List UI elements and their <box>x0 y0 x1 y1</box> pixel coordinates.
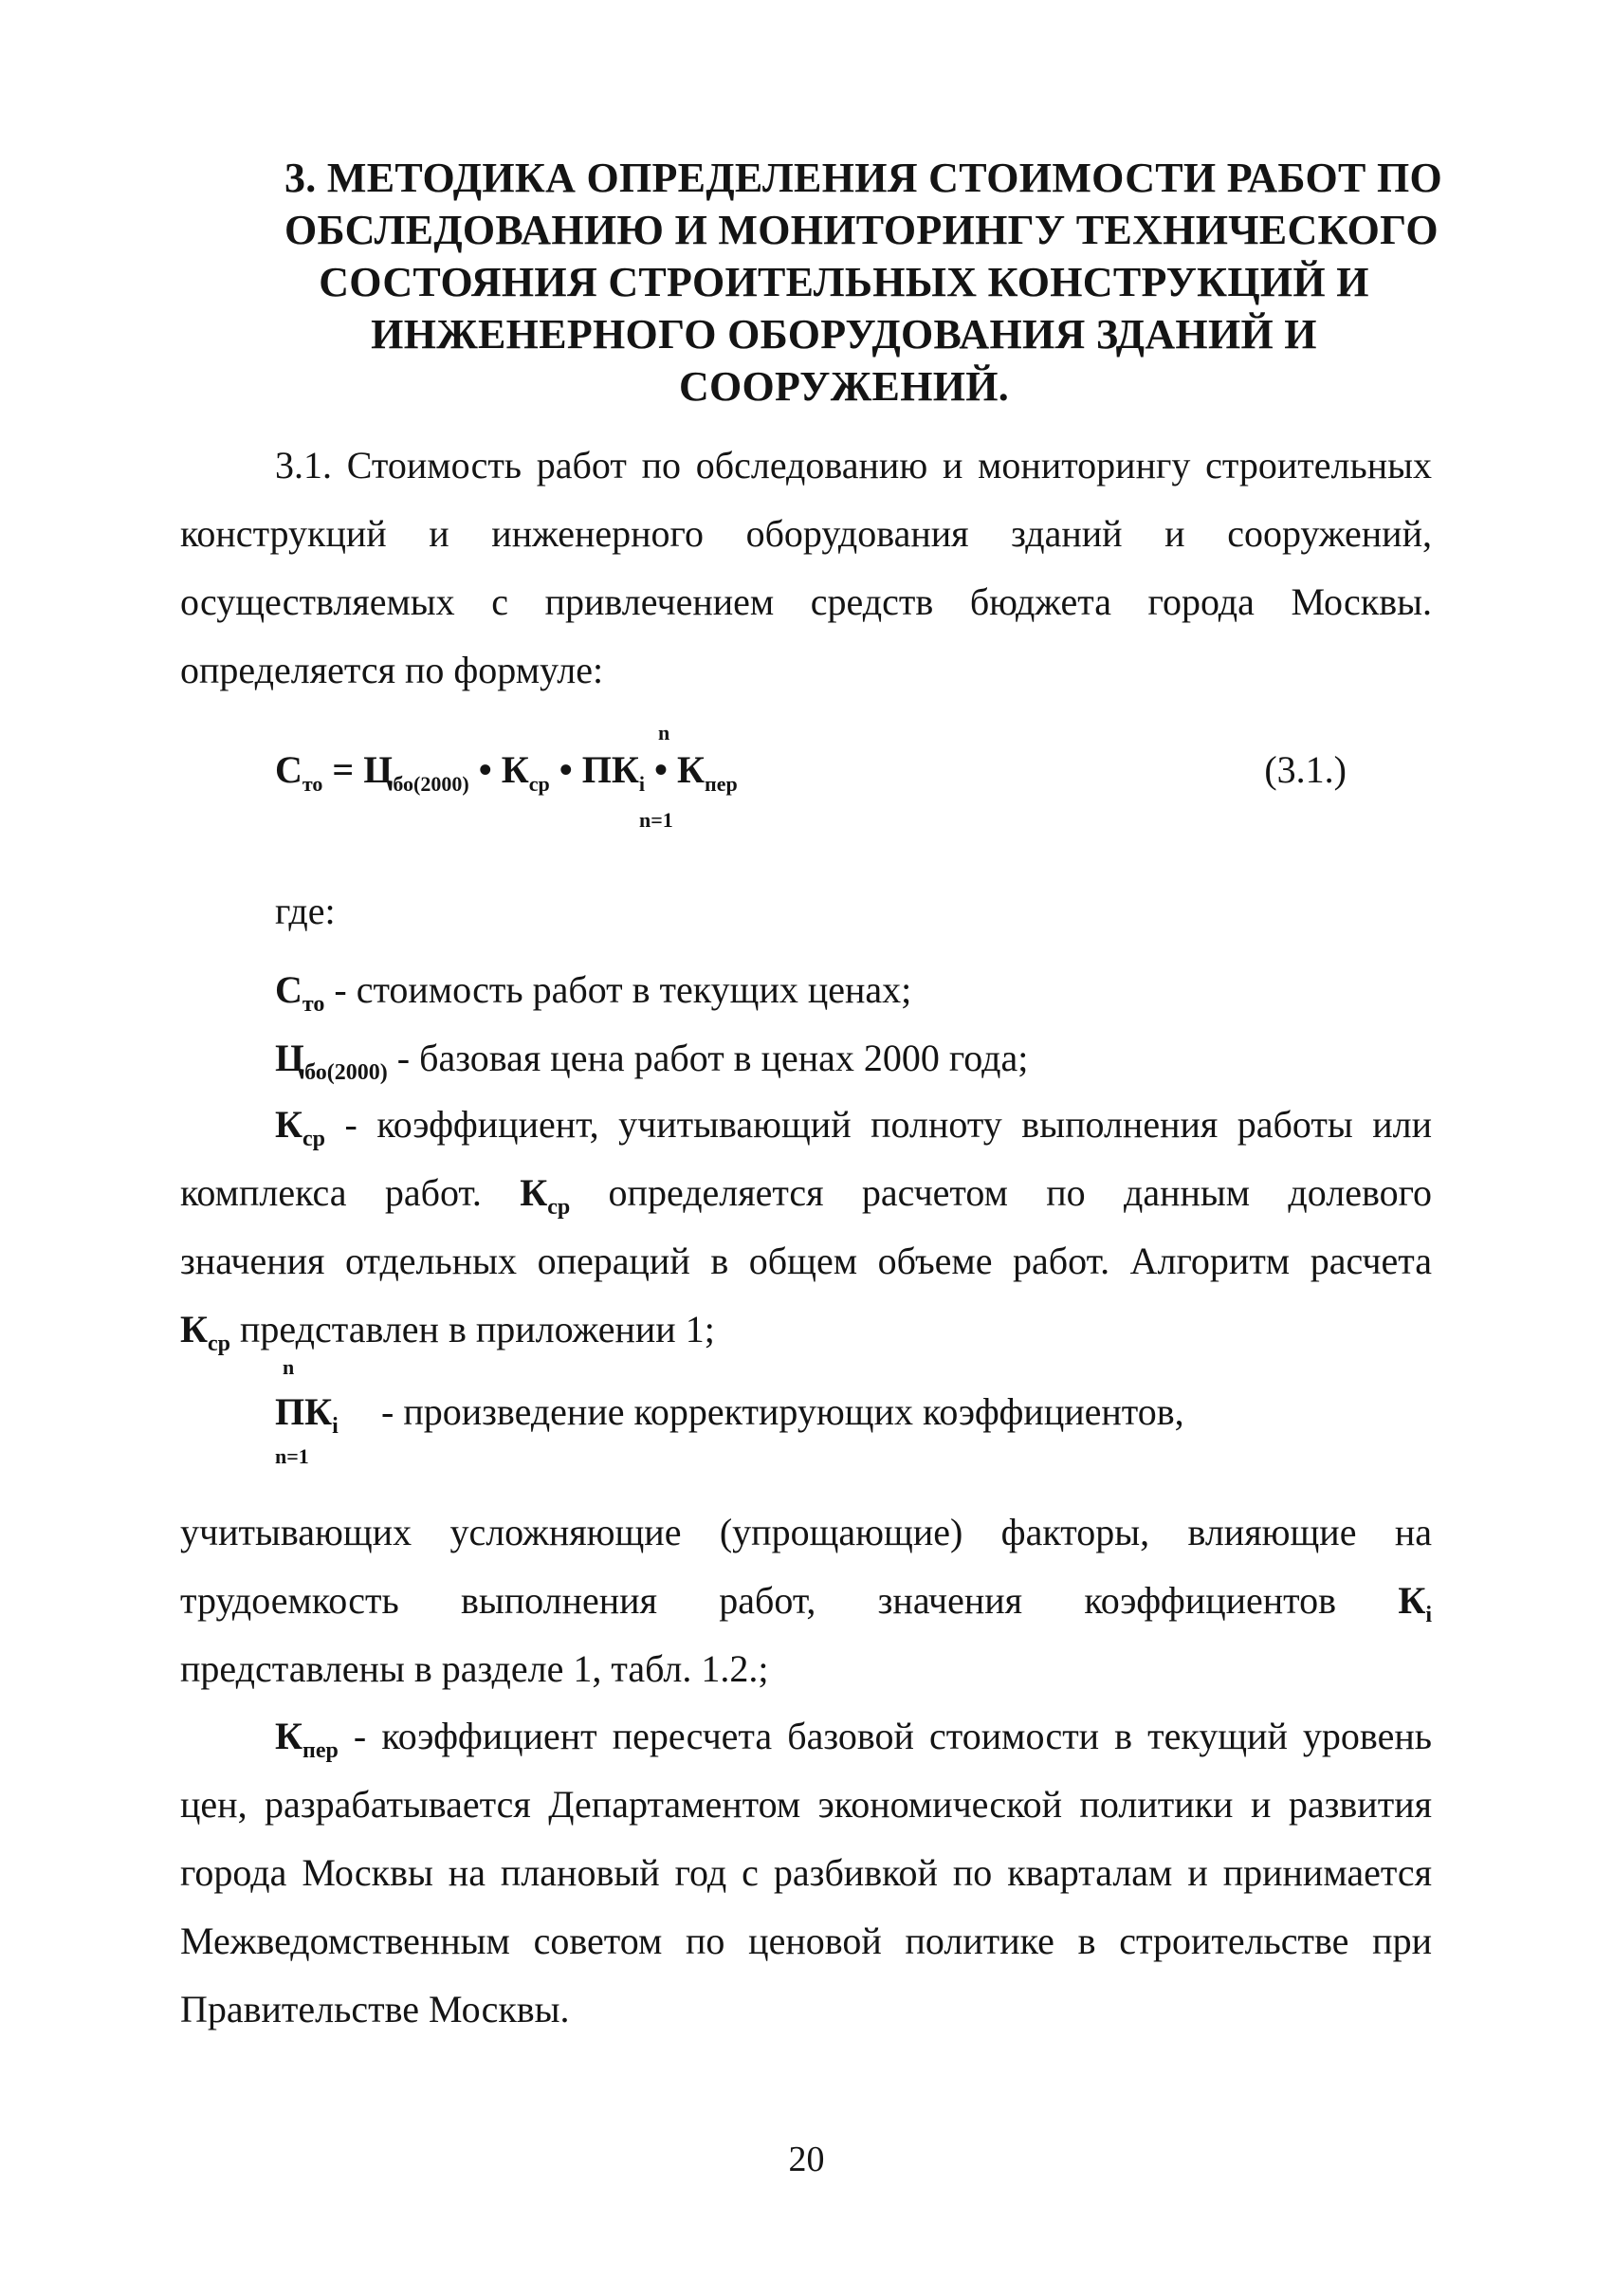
product-lower-limit: n=1 <box>639 808 673 832</box>
paragraph-line: комплекса работ. $К_{ср}$ определяется расчетом по данным долевого <box>180 1171 1432 1220</box>
paragraph-line: города Москвы на плановый год с разбивкой по кварталам и принимается <box>180 1851 1432 1894</box>
product-upper-limit: n <box>283 1355 295 1379</box>
product-upper-limit: n <box>658 721 670 744</box>
paragraph-line: представлены в разделе 1, табл. 1.2.; <box>180 1647 769 1690</box>
paragraph-line: учитывающих усложняющие (упрощающие) факторы, влияющие на <box>180 1511 1432 1553</box>
definition-ksr <box>180 1091 1432 1364</box>
formula-3-1 <box>275 721 1347 844</box>
paragraph-line: трудоемкость выполнения работ, значения коэффициентов $К_i$ <box>180 1579 1432 1627</box>
definition-pk <box>275 1351 1318 1484</box>
page-number: 20 <box>788 2140 825 2179</box>
paragraph-line: 3.1. Стоимость работ по обследованию и мониторингу строительных <box>275 444 1432 487</box>
definition-cto: $С_{то}$ - стоимость работ в текущих ценах; <box>275 968 912 1017</box>
paragraph-line: $К_{пер}$ - коэффициент пересчета базовой стоимости в текущий уровень <box>275 1715 1432 1763</box>
formula-number: (3.1.) <box>1264 748 1347 791</box>
product-symbol: $ПК_i$ <box>275 1390 339 1439</box>
heading-line: СОСТОЯНИЯ СТРОИТЕЛЬНЫХ КОНСТРУКЦИЙ И <box>319 259 1369 305</box>
paragraph-line: Межведомственным советом по ценовой политике в строительстве при <box>180 1919 1432 1962</box>
paragraph-line: $К_{ср}$ - коэффициент, учитывающий полноту выполнения работы или <box>275 1103 1432 1151</box>
product-lower-limit: n=1 <box>275 1444 309 1468</box>
heading-line: ОБСЛЕДОВАНИЮ И МОНИТОРИНГУ ТЕХНИЧЕСКОГО <box>284 207 1439 253</box>
definition-pk-continued <box>180 1498 1432 1703</box>
definition-text: - произведение корректирующих коэффициентов, <box>381 1390 1184 1433</box>
intro-paragraph <box>180 432 1432 705</box>
definition-kper <box>180 1702 1432 2044</box>
paragraph-line: значения отдельных операций в общем объеме работ. Алгоритм расчета <box>180 1240 1432 1282</box>
section-heading <box>284 152 1442 413</box>
where-label: где: <box>275 890 336 932</box>
heading-line: ИНЖЕНЕРНОГО ОБОРУДОВАНИЯ ЗДАНИЙ И <box>371 311 1317 358</box>
formula-expression: $С_{то} = Ц_{бо(2000)}$ • $К_{ср}$ • $ПК_i$ • $К_{пер}$ <box>275 748 738 796</box>
definition-tsbo: $Ц_{бо(2000)}$ - базовая цена работ в ценах 2000 года; <box>275 1037 1029 1085</box>
heading-line: 3. МЕТОДИКА ОПРЕДЕЛЕНИЯ СТОИМОСТИ РАБОТ ПО <box>284 155 1442 201</box>
paragraph-line: $К_{ср}$ представлен в приложении 1; <box>180 1308 715 1356</box>
paragraph-line: Правительстве Москвы. <box>180 1988 570 2030</box>
heading-line: СООРУЖЕНИЙ. <box>678 363 1010 410</box>
paragraph-line: цен, разрабатывается Департаментом экономической политики и развития <box>180 1783 1432 1826</box>
paragraph-line: осуществляемых с привлечением средств бюджета города Москвы. <box>180 580 1432 623</box>
paragraph-line: определяется по формуле: <box>180 649 604 691</box>
paragraph-line: конструкций и инженерного оборудования зданий и сооружений, <box>180 512 1432 555</box>
